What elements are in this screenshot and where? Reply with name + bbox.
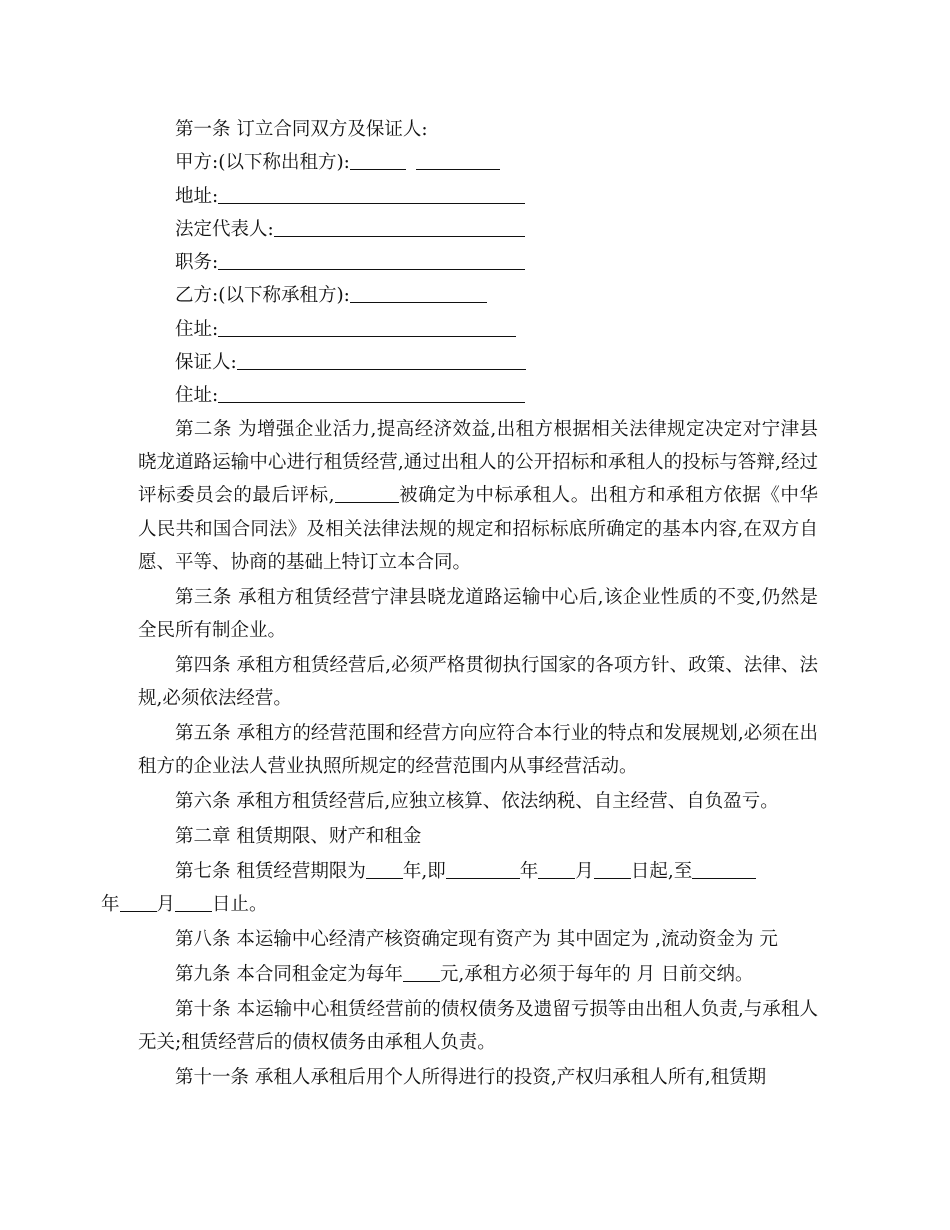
end-day-blank bbox=[175, 890, 212, 912]
article-7-part-3: 年 bbox=[519, 861, 539, 883]
lessor-line bbox=[138, 146, 818, 179]
article-7-part-5: 日起,至 bbox=[630, 861, 693, 883]
lessor-address-blank bbox=[218, 182, 525, 204]
guarantor-blank bbox=[237, 348, 526, 370]
position-line bbox=[138, 246, 818, 279]
article-2 bbox=[138, 413, 818, 579]
article-2-part-1: 第二条 为增强企业活力,提高经济效益,出租方根据相关法律规定决定对宁津县晓龙道路运输中心进行租赁经营,通过出租人的公开招标和承租人的投标与答辩,经过评标委员会的最后评标, bbox=[138, 418, 818, 507]
guarantor-label: 保证人: bbox=[175, 352, 237, 374]
lessee-address-label: 住址: bbox=[175, 318, 219, 340]
article-2-part-2: 被确定为中标承租人。出租方和承租方依据《中华人民共和国合同法》及相关法律法规的规定和招标标底所确定的基本内容,在双方自愿、平等、协商的基础上特订立本合同。 bbox=[138, 485, 818, 573]
article-9-part-1: 第九条 本合同租金定为每年 bbox=[175, 964, 403, 986]
end-month-blank bbox=[120, 890, 157, 912]
chapter-2-heading: 第二章 租赁期限、财产和租金 bbox=[175, 826, 422, 848]
lessor-address-line bbox=[138, 180, 818, 213]
position-label: 职务: bbox=[175, 252, 219, 274]
article-5: 第五条 承租方的经营范围和经营方向应符合本行业的特点和发展规划,必须在出租方的企业法人营业执照所规定的经营范围内从事经营活动。 bbox=[138, 723, 818, 778]
lessee-line bbox=[138, 279, 818, 312]
article-4: 第四条 承租方租赁经营后,必须严格贯彻执行国家的各项方针、政策、法律、法规,必须依法经营。 bbox=[138, 654, 818, 710]
lessor-blank-2 bbox=[416, 148, 500, 170]
article-9-part-2: 元,承租方必须于每年的 月 日前交纳。 bbox=[439, 964, 754, 986]
guarantor-line bbox=[138, 346, 818, 379]
article-1-heading: 第一条 订立合同双方及保证人: bbox=[175, 119, 428, 140]
term-years-blank bbox=[366, 857, 403, 879]
article-3: 第三条 承租方租赁经营宁津县晓龙道路运输中心后,该企业性质的不变,仍然是全民所有制企业。 bbox=[138, 586, 818, 642]
start-year-blank bbox=[446, 857, 520, 879]
annual-rent-blank bbox=[403, 960, 440, 982]
lessor-blank-1 bbox=[350, 148, 406, 170]
start-day-blank bbox=[594, 857, 631, 879]
article-7 bbox=[101, 855, 818, 922]
legal-rep-label: 法定代表人: bbox=[175, 218, 274, 240]
start-month-blank bbox=[538, 857, 575, 879]
legal-rep-line bbox=[138, 213, 818, 246]
lessee-label: 乙方:(以下称承租方): bbox=[175, 285, 350, 307]
article-7-part-1: 第七条 租赁经营期限为 bbox=[175, 861, 366, 883]
contract-page bbox=[101, 113, 818, 1096]
lessor-label: 甲方:(以下称出租方): bbox=[175, 152, 350, 174]
lessee-address-line bbox=[138, 313, 818, 346]
article-9 bbox=[138, 958, 818, 991]
lessor-address-label: 地址: bbox=[175, 185, 219, 207]
article-7-part-7: 月 bbox=[156, 894, 176, 916]
article-8: 第八条 本运输中心经清产核资确定现有资产为 其中固定为 ,流动资金为 元 bbox=[175, 929, 778, 951]
article-6: 第六条 承租方租赁经营后,应独立核算、依法纳税、自主经营、自负盈亏。 bbox=[175, 791, 779, 813]
lessee-blank bbox=[350, 281, 487, 303]
article-11: 第十一条 承租人承租后用个人所得进行的投资,产权归承租人所有,租赁期 bbox=[175, 1067, 767, 1089]
winning-bidder-blank bbox=[335, 481, 399, 503]
article-7-part-4: 月 bbox=[575, 861, 594, 883]
legal-rep-blank bbox=[274, 215, 525, 237]
article-7-part-2: 年,即 bbox=[402, 861, 446, 883]
guarantor-address-line bbox=[138, 379, 818, 412]
article-10: 第十条 本运输中心租赁经营前的债权债务及遗留亏损等由出租人负责,与承租人无关;租赁经营后的债权债务由承租人负责。 bbox=[138, 999, 818, 1054]
position-blank bbox=[218, 248, 525, 270]
article-7-part-6: 年 bbox=[101, 894, 120, 916]
guarantor-address-blank bbox=[218, 381, 525, 403]
lessee-address-blank bbox=[218, 315, 516, 337]
end-year-blank bbox=[692, 857, 756, 879]
guarantor-address-label: 住址: bbox=[175, 385, 219, 407]
article-7-part-8: 日止。 bbox=[212, 894, 268, 916]
